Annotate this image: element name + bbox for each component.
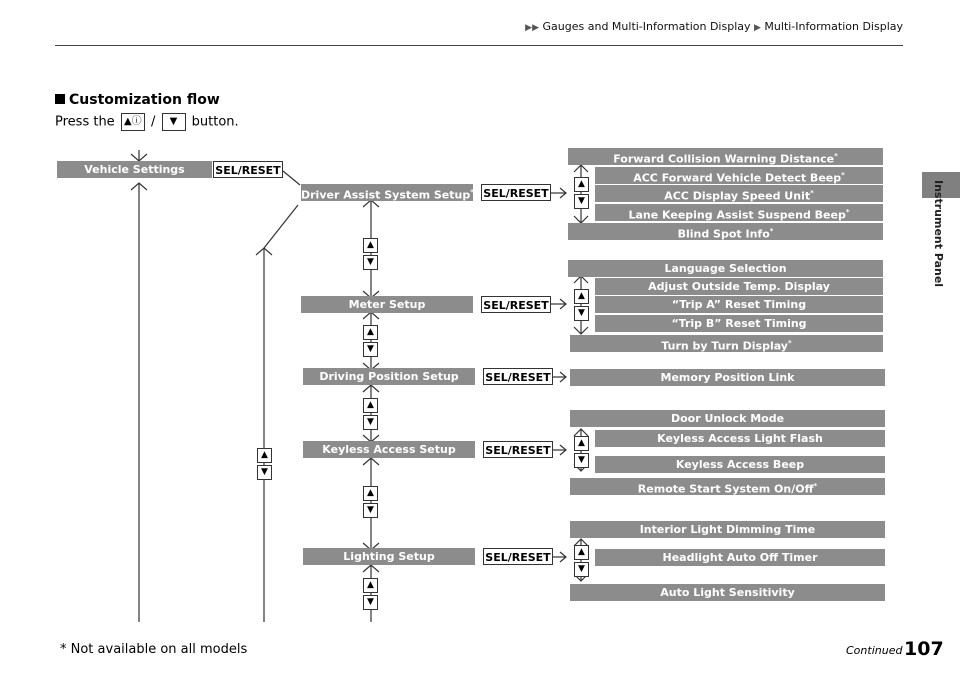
up-down-arrows bbox=[574, 545, 589, 578]
up-arrow-icon[interactable]: ▲ bbox=[363, 398, 378, 413]
menu-item-label: ACC Display Speed Unit bbox=[664, 189, 811, 203]
instruction-sep: / bbox=[150, 114, 156, 130]
menu-item[interactable]: Door Unlock Mode bbox=[570, 410, 885, 427]
menu-item-label: Turn by Turn Display bbox=[661, 339, 788, 353]
menu-item-label: Blind Spot Info bbox=[677, 227, 770, 241]
menu-item[interactable] bbox=[595, 204, 883, 221]
menu-item[interactable]: Auto Light Sensitivity bbox=[570, 584, 885, 601]
menu-item[interactable]: Interior Light Dimming Time bbox=[570, 521, 885, 538]
down-arrow-icon[interactable]: ▼ bbox=[257, 465, 272, 480]
menu-driving-position-setup[interactable]: Driving Position Setup bbox=[303, 368, 475, 385]
footnote-star: * bbox=[810, 189, 814, 197]
up-down-arrows bbox=[363, 578, 378, 611]
down-arrow-icon[interactable]: ▼ bbox=[574, 306, 589, 321]
menu-item[interactable]: “Trip B” Reset Timing bbox=[595, 315, 883, 332]
down-arrow-icon[interactable]: ▼ bbox=[574, 453, 589, 468]
sel-reset-button[interactable]: SEL/RESET bbox=[483, 368, 553, 385]
instruction-prefix: Press the bbox=[55, 114, 115, 130]
menu-item[interactable]: Keyless Access Beep bbox=[595, 456, 885, 473]
menu-item[interactable] bbox=[570, 478, 885, 495]
down-arrow-icon[interactable]: ▼ bbox=[363, 595, 378, 610]
menu-meter-setup[interactable]: Meter Setup bbox=[301, 296, 473, 313]
up-info-key-icon: ▲ⓘ bbox=[121, 113, 145, 131]
up-arrow-icon[interactable]: ▲ bbox=[574, 177, 589, 192]
page-number: 107 bbox=[904, 638, 944, 660]
up-down-arrows bbox=[257, 448, 272, 481]
breadcrumb-arrow-icon: ▶ bbox=[525, 23, 533, 33]
instruction-suffix: button. bbox=[191, 114, 239, 130]
footnote-star: * bbox=[813, 482, 818, 490]
up-down-arrows bbox=[574, 177, 589, 210]
menu-label: Driver Assist System Setup bbox=[301, 188, 471, 202]
menu-item[interactable]: Adjust Outside Temp. Display bbox=[595, 278, 883, 295]
down-arrow-icon[interactable]: ▼ bbox=[363, 255, 378, 270]
footnote-star: * bbox=[470, 188, 474, 196]
menu-vehicle-settings[interactable]: Vehicle Settings bbox=[57, 161, 212, 178]
down-arrow-icon[interactable]: ▼ bbox=[574, 194, 589, 209]
up-arrow-icon[interactable]: ▲ bbox=[363, 325, 378, 340]
menu-item[interactable]: Language Selection bbox=[568, 260, 883, 277]
footnote-star: * bbox=[841, 171, 845, 179]
footnote-star: * bbox=[845, 208, 850, 216]
menu-item-label: Remote Start System On/Off bbox=[637, 482, 814, 496]
menu-driver-assist-setup[interactable] bbox=[301, 184, 473, 201]
breadcrumb-arrow-icon: ▶ bbox=[532, 23, 540, 33]
menu-item[interactable]: Keyless Access Light Flash bbox=[595, 430, 885, 447]
menu-item[interactable]: “Trip A” Reset Timing bbox=[595, 296, 883, 313]
footnote-star: * bbox=[769, 227, 774, 235]
up-down-arrows bbox=[363, 398, 378, 431]
menu-item[interactable] bbox=[595, 185, 883, 202]
footnote-star: * bbox=[787, 339, 792, 347]
up-down-arrows bbox=[363, 325, 378, 358]
menu-item[interactable] bbox=[595, 167, 883, 184]
up-down-arrows bbox=[363, 486, 378, 519]
menu-item[interactable] bbox=[568, 223, 883, 240]
down-key-icon: ▼ bbox=[162, 113, 186, 131]
footnote-star: * bbox=[834, 152, 838, 160]
up-arrow-icon[interactable]: ▲ bbox=[574, 436, 589, 451]
section-title-text: Customization flow bbox=[69, 92, 220, 108]
breadcrumb-item[interactable]: Multi-Information Display bbox=[764, 20, 903, 33]
footnote: * Not available on all models bbox=[60, 642, 248, 657]
up-down-arrows bbox=[574, 436, 589, 469]
up-arrow-icon[interactable]: ▲ bbox=[574, 289, 589, 304]
sel-reset-button[interactable]: SEL/RESET bbox=[481, 296, 551, 313]
sel-reset-button[interactable]: SEL/RESET bbox=[481, 184, 551, 201]
side-tab-label: Instrument Panel bbox=[932, 180, 945, 288]
breadcrumb-item[interactable]: Gauges and Multi-Information Display bbox=[542, 20, 751, 33]
menu-item-label: Forward Collision Warning Distance bbox=[613, 152, 835, 166]
menu-item[interactable] bbox=[570, 335, 883, 352]
down-arrow-icon[interactable]: ▼ bbox=[363, 342, 378, 357]
down-arrow-icon[interactable]: ▼ bbox=[363, 503, 378, 518]
menu-item-label: ACC Forward Vehicle Detect Beep bbox=[633, 171, 842, 185]
down-arrow-icon[interactable]: ▼ bbox=[363, 415, 378, 430]
down-arrow-icon[interactable]: ▼ bbox=[574, 562, 589, 577]
menu-item[interactable]: Memory Position Link bbox=[570, 369, 885, 386]
menu-lighting-setup[interactable]: Lighting Setup bbox=[303, 548, 475, 565]
up-arrow-icon[interactable]: ▲ bbox=[363, 578, 378, 593]
sel-reset-button[interactable]: SEL/RESET bbox=[213, 161, 283, 178]
up-down-arrows bbox=[363, 238, 378, 271]
up-arrow-icon[interactable]: ▲ bbox=[574, 545, 589, 560]
menu-item[interactable] bbox=[568, 148, 883, 165]
continued-label: Continued bbox=[846, 644, 903, 657]
up-down-arrows bbox=[574, 289, 589, 322]
menu-keyless-access-setup[interactable]: Keyless Access Setup bbox=[303, 441, 475, 458]
menu-item[interactable]: Headlight Auto Off Timer bbox=[595, 549, 885, 566]
up-arrow-icon[interactable]: ▲ bbox=[257, 448, 272, 463]
up-arrow-icon[interactable]: ▲ bbox=[363, 486, 378, 501]
breadcrumb-arrow-icon: ▶ bbox=[754, 23, 761, 33]
up-arrow-icon[interactable]: ▲ bbox=[363, 238, 378, 253]
sel-reset-button[interactable]: SEL/RESET bbox=[483, 441, 553, 458]
menu-item-label: Lane Keeping Assist Suspend Beep bbox=[628, 208, 846, 222]
sel-reset-button[interactable]: SEL/RESET bbox=[483, 548, 553, 565]
